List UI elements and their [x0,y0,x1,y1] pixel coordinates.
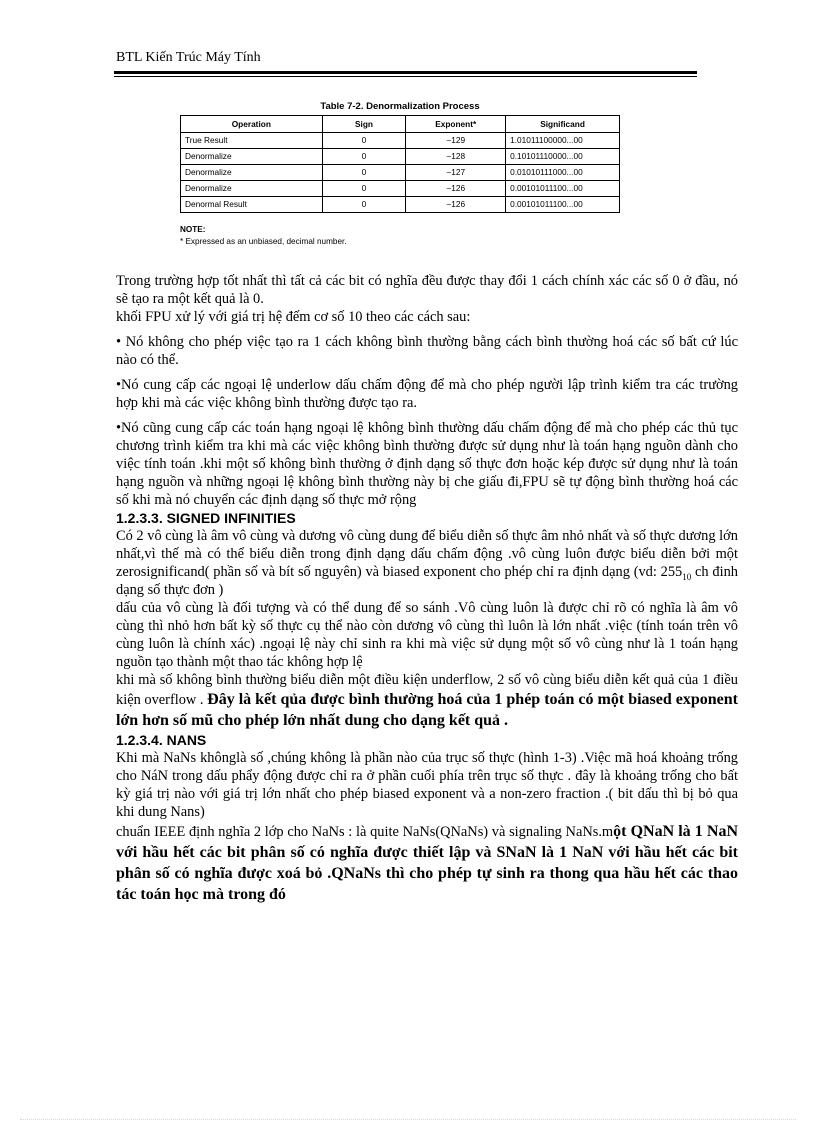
table-caption: Table 7-2. Denormalization Process [320,101,480,112]
bullet-item: • Nó không cho phép việc tạo ra 1 cách không bình thường bằng cách bình thường hoá các số bất cứ lúc nào có thể. [116,334,738,368]
column-header: Sign [322,116,406,133]
table-cell: 1.01011100000...00 [506,133,620,149]
paragraph: Khi mà NaNs khônglà số ,chúng không là phần nào của trục số thực (hình 1-3) .Việc mã hoá khoảng trống cho NáN trong dấu phẩy động được chỉ ra ở phần cuối phía trên trục số thực . đây là khoảng trống cho bất kỳ giá trị nào với giá trị lớn nhất cho phép biased exponent và a non-zero fraction .( bit dấu thì bị bỏ qua khi dung Nans) [116,750,738,820]
table-cell: 0.01010111000...00 [506,165,620,181]
paragraph: Trong trường hợp tốt nhất thì tất cả các bit có nghĩa đều được thay đổi 1 cách chính xác các số 0 ở đầu, nó sẽ tạo ra một kết quả là 0. [116,273,738,307]
paragraph-text: khi mà số không bình thường biểu diễn một điều kiện underflow, 2 số vô cùng biểu diễn kết quả của 1 điều kiện overflow . [116,672,738,708]
column-header: Significand [506,116,620,133]
table-header-row [181,116,620,133]
paragraph: dấu của vô cùng là đối tượng và có thể dung để so sánh .Vô cùng luôn là được chỉ rõ có nghĩa là âm vô cùng thì nhỏ hơn bất kỳ số thực cụ thể nào còn dương vô cùng thì luôn là lớn nhất .việc (tính toán trên vô cùng luôn là chính xác) .ngoại lệ này chỉ sinh ra khi mà việc sử dụng một số vô cùng như là 1 toán hạng nguồn tạo thành một thao tác không hợp lệ [116,600,738,670]
table-cell: Denormalize [181,181,323,197]
table-cell: 0.00101011100...00 [506,181,620,197]
table-cell: 0 [322,165,406,181]
table-row [181,165,620,181]
table-cell: 0 [322,181,406,197]
table-cell: Denormalize [181,149,323,165]
paragraph-text: ch đinh dạng số thực đơn ) [116,564,738,598]
table-cell: Denormal Result [181,197,323,213]
paragraph-text: chuẩn IEEE định nghĩa 2 lớp cho NaNs : là quite NaNs(QNaNs) và signaling NaNs.m [116,824,614,840]
bold-text: Đây là kết qủa được bình thường hoá của 1 phép toán có một biased exponent lớn hơn số mũ cho phép lớn nhất dung cho dạng kết quả . [116,691,738,729]
header-rule-thin [114,76,697,77]
column-header: Operation [181,116,323,133]
bullet-item: •Nó cung cấp các ngoại lệ underlow dấu chấm động để mà cho phép người lập trình kiểm tra các trường hợp khi mà các việc không bình thường được tạo ra. [116,377,738,411]
table-cell: −126 [406,181,506,197]
body-text [116,272,738,905]
table-row [181,197,620,213]
subscript: 10 [682,571,692,582]
denormalization-table [180,115,620,213]
paragraph [116,821,738,905]
table-cell: −129 [406,133,506,149]
page-header-title: BTL Kiến Trúc Máy Tính [116,50,261,65]
page-bottom-border [20,1119,796,1120]
table-cell: 0.00101011100...00 [506,197,620,213]
section-heading: 1.2.3.3. SIGNED INFINITIES [116,510,296,526]
bullet-item: •Nó cũng cung cấp các toán hạng ngoại lệ không bình thường dấu chấm động để mà cho phép các thủ tục chương trình kiểm tra khi mà các việc không bình thường được sử dụng như là toán hạng nguồn dành cho việc tính toán .khi một số không bình thường ở định dạng số thực đơn hoặc kép được sử dụng như là toán hạng nguồn và những ngoại lệ không bình thường này bị che giấu đi,FPU sẽ tự động bình thường hoá các số khi mà nó chuyển các định dạng số thực mở rộng [116,420,738,508]
note-text: * Expressed as an unbiased, decimal number. [180,237,347,246]
column-header: Exponent* [406,116,506,133]
table-cell: 0 [322,149,406,165]
table-cell: −128 [406,149,506,165]
paragraph [116,527,738,599]
paragraph: khối FPU xử lý với giá trị hệ đếm cơ số 10 theo các cách sau: [116,309,471,325]
table-cell: Denormalize [181,165,323,181]
paragraph-text: Có 2 vô cùng là âm vô cùng và dương vô cùng dung để biểu diễn số thực âm nhỏ nhất và số thực dương lớn nhất,vì thế mà có thể biểu diễn trong định dạng dấu chấm động .vô cùng luôn được biểu diễn bởi một zerosignificand( phần số và bít số nguyên) và biased exponent cho phép chỉ ra định dạng (vd: 255 [116,528,738,580]
table-cell: −126 [406,197,506,213]
table-cell: 0 [322,197,406,213]
table-note [180,225,347,246]
header-rule [114,71,697,74]
table-cell: 0.10101110000...00 [506,149,620,165]
note-title: NOTE: [180,225,206,234]
paragraph [116,671,738,731]
section-heading: 1.2.3.4. NANS [116,732,207,748]
table-cell: True Result [181,133,323,149]
table-row [181,181,620,197]
table-cell: 0 [322,133,406,149]
bold-text: ột QNaN là 1 NaN với hầu hết các bit phân số có nghĩa được thiết lập và SNaN là 1 NaN với hầu hết các bit phân số có nghĩa được xoá bỏ .QNaNs thì cho phép tự sinh ra thong qua hầu hết các thao tác toán học mà trong đó [116,823,738,903]
table-cell: −127 [406,165,506,181]
table-row [181,149,620,165]
table-row [181,133,620,149]
